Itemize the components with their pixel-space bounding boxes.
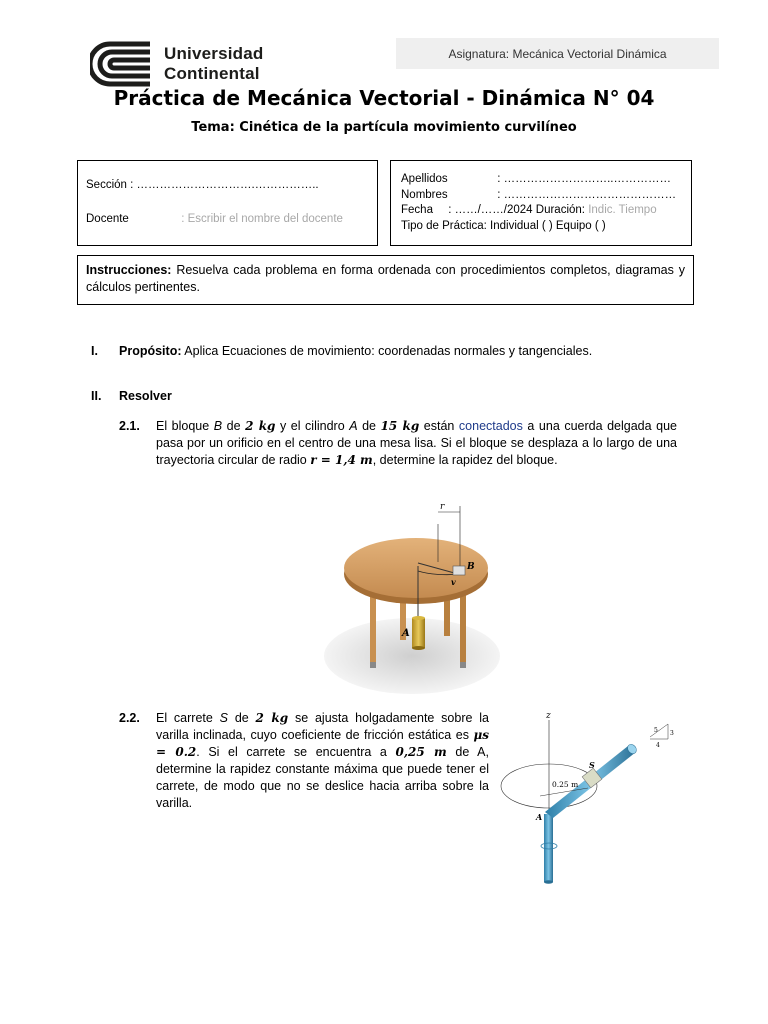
figure-2-a-label: A	[536, 812, 543, 822]
section-1-purpose	[119, 343, 699, 360]
section-2-heading: Resolver	[119, 389, 172, 403]
duracion-field[interactable]: Indic. Tiempo	[588, 204, 657, 216]
problem-2-number: 2.2.	[119, 711, 140, 725]
figure-2-slope-5: 5	[654, 727, 658, 734]
figure-2-z-label: z	[546, 711, 551, 721]
rod-figure	[500, 708, 680, 893]
nombres-label: Nombres	[401, 189, 448, 201]
fecha-field[interactable]: : ……/……/2024	[448, 204, 533, 216]
docente-row	[86, 213, 343, 225]
student-info-box	[390, 160, 692, 246]
section-teacher-box	[77, 160, 378, 246]
tipo-practica-row[interactable]: Tipo de Práctica: Individual ( ) Equipo ( )	[401, 220, 606, 232]
apellidos-row	[401, 173, 671, 185]
instructions-label: Instrucciones:	[86, 263, 172, 277]
figure-2-distance-label: 0.25 m	[552, 780, 579, 789]
figure-1-v-label: v	[451, 577, 456, 587]
subject-banner	[396, 38, 719, 69]
instructions-text: Resuelva cada problema en forma ordenada con procedimientos completos, diagramas y cálculos pertinentes.	[86, 263, 685, 294]
instructions-box	[77, 255, 694, 305]
purpose-text: Aplica Ecuaciones de movimiento: coordenadas normales y tangenciales.	[184, 344, 593, 358]
apellidos-field[interactable]: : ………………………..……………	[497, 173, 671, 185]
docente-label: Docente	[86, 213, 129, 225]
section-2-numeral: II.	[91, 389, 102, 403]
problem-1-statement: El bloque B de 2 kg y el cilindro A de 15 kg están conectados a una cuerda delgada que pasa por un orificio en el centro de una mesa lisa. Si el bloque se desplaza a lo largo de una trayectoria circular de radio r = 1,4 m, determine la rapidez del bloque.	[156, 419, 677, 467]
seccion-row	[86, 179, 319, 191]
purpose-label: Propósito:	[119, 344, 182, 358]
figure-1-r-label: r	[440, 502, 445, 512]
problem-1-number: 2.1.	[119, 419, 140, 433]
figure-2-slope-4: 4	[656, 742, 660, 749]
fecha-row	[401, 204, 657, 216]
figure-1-a-label: A	[402, 628, 410, 639]
docente-field[interactable]: : Escribir el nombre del docente	[181, 213, 343, 225]
nombres-field[interactable]: : ………………………………………	[497, 189, 677, 201]
page-topic: Tema: Cinética de la partícula movimiento curvilíneo	[191, 120, 577, 135]
problem-2-statement: El carrete S de 2 kg se ajusta holgadamente sobre la varilla inclinada, cuyo coeficiente de fricción estática es μs = 0.2. Si el carrete se encuentra a 0,25 m de A, determine la rapidez constante máxima que puede tener el carrete, de modo que no se deslice hacia arriba sobre la varilla.	[156, 711, 489, 810]
section-1-numeral: I.	[91, 344, 98, 358]
figure-2-slope-3: 3	[670, 730, 674, 737]
duracion-label: Duración:	[535, 204, 585, 216]
continental-logo-icon	[90, 40, 156, 88]
apellidos-label: Apellidos	[401, 173, 448, 185]
seccion-field[interactable]: : ………………………….……………..	[130, 179, 319, 191]
seccion-label: Sección	[86, 179, 127, 191]
logo-line-2: Continental	[164, 64, 260, 83]
figure-1-b-label: B	[467, 562, 475, 572]
logo-line-1: Universidad	[164, 44, 264, 63]
university-logo	[90, 40, 265, 88]
nombres-row	[401, 189, 676, 201]
fecha-label: Fecha	[401, 204, 433, 216]
table-figure	[320, 496, 500, 696]
page-title: Práctica de Mecánica Vectorial - Dinámica N° 04	[113, 86, 655, 110]
subject-text: Asignatura: Mecánica Vectorial Dinámica	[448, 46, 667, 61]
figure-2-s-label: S	[589, 760, 595, 770]
